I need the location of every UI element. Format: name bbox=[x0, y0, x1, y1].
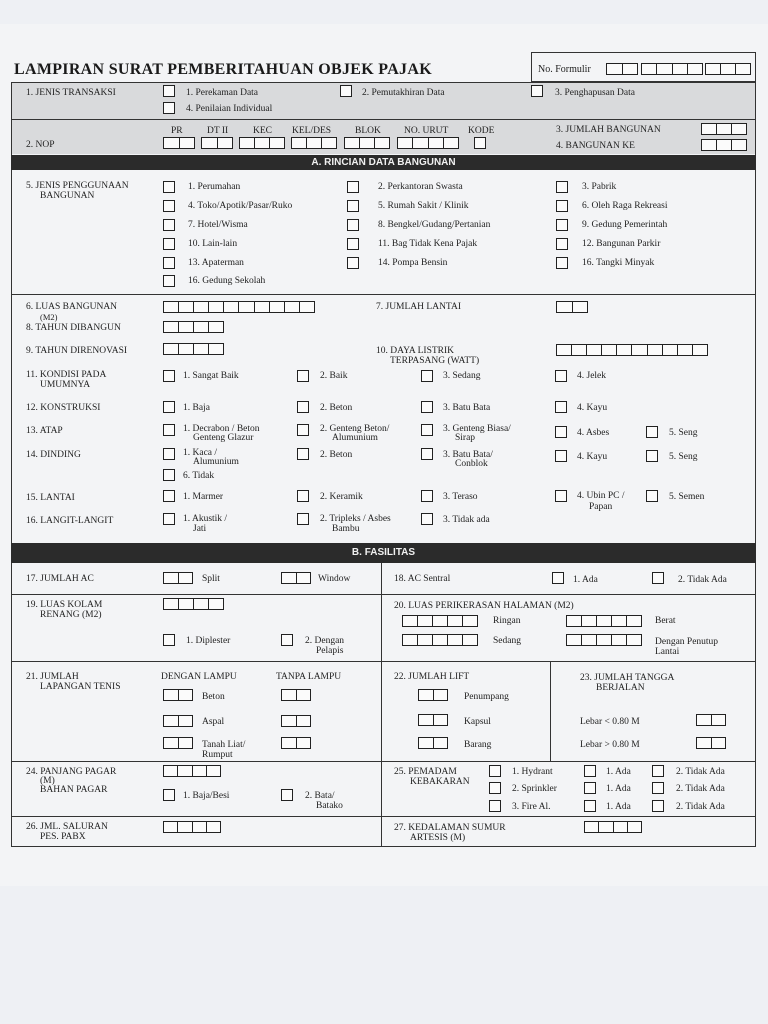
q13-cb-2[interactable] bbox=[297, 424, 309, 436]
q1-opt-4: 4. Penilaian Individual bbox=[186, 104, 273, 114]
q13-opt-5: 5. Seng bbox=[669, 428, 698, 438]
q6-boxes[interactable] bbox=[163, 301, 315, 313]
q11-opt-1: 1. Sangat Baik bbox=[183, 371, 239, 381]
q15-cb-2[interactable] bbox=[297, 490, 309, 502]
nop-col-kec: KEC bbox=[253, 126, 272, 136]
q15-opt-4b: Papan bbox=[589, 502, 613, 512]
q12-opt-1: 1. Baja bbox=[183, 403, 210, 413]
nop-col-nourut: NO. URUT bbox=[404, 126, 449, 136]
q18-ada: 1. Ada bbox=[573, 575, 598, 585]
q5-cb-12[interactable] bbox=[556, 238, 568, 250]
q12-cb-3[interactable] bbox=[421, 401, 433, 413]
q3-boxes[interactable] bbox=[701, 123, 747, 135]
nop-col-blok: BLOK bbox=[355, 126, 381, 136]
q4-label: 4. BANGUNAN KE bbox=[556, 141, 635, 151]
form-frame bbox=[11, 82, 756, 847]
q17-split-boxes[interactable] bbox=[163, 572, 193, 584]
q20-penutup-boxes[interactable] bbox=[566, 634, 642, 646]
q20-sedang-boxes[interactable] bbox=[402, 634, 478, 646]
q16-opt-2: 2. Tripleks / Asbes bbox=[320, 514, 391, 524]
form-number-box-1[interactable] bbox=[606, 63, 638, 75]
q11-cb-1[interactable] bbox=[163, 370, 175, 382]
q24-opt-2b: Batako bbox=[316, 801, 343, 811]
q13-opt-4: 4. Asbes bbox=[577, 428, 610, 438]
q17-window: Window bbox=[318, 574, 351, 584]
q18-tidak: 2. Tidak Ada bbox=[678, 575, 727, 585]
q5-cb-4[interactable] bbox=[163, 200, 175, 212]
q20-sedang: Sedang bbox=[493, 636, 521, 646]
nop-box-pr[interactable] bbox=[163, 137, 195, 149]
q11-opt-4: 4. Jelek bbox=[577, 371, 607, 381]
q25-fire-tidak: 2. Tidak Ada bbox=[676, 802, 725, 812]
q22-kapsul-boxes[interactable] bbox=[418, 714, 448, 726]
q25-hydrant-tidak: 2. Tidak Ada bbox=[676, 767, 725, 777]
q5-cb-3[interactable] bbox=[556, 181, 568, 193]
form-title: LAMPIRAN SURAT PEMBERITAHUAN OBJEK PAJAK bbox=[14, 61, 432, 78]
q13-cb-5[interactable] bbox=[646, 426, 658, 438]
q14-cb-6[interactable] bbox=[163, 469, 175, 481]
q18-label: 18. AC Sentral bbox=[394, 574, 451, 584]
q15-cb-5[interactable] bbox=[646, 490, 658, 502]
q5-opt-13: 13. Apaterman bbox=[188, 258, 244, 268]
q22-barang: Barang bbox=[464, 740, 492, 750]
q5-opt-1: 1. Perumahan bbox=[188, 182, 241, 192]
q24-label: 24. PANJANG PAGAR bbox=[26, 767, 117, 777]
q19-opt-2: 2. Dengan bbox=[305, 636, 345, 646]
q12-opt-2: 2. Beton bbox=[320, 403, 353, 413]
q5-opt-12: 12. Bangunan Parkir bbox=[582, 239, 661, 249]
q14-cb-5[interactable] bbox=[646, 450, 658, 462]
q5-cb-11[interactable] bbox=[347, 238, 359, 250]
q21-aspal-lampu[interactable] bbox=[163, 715, 193, 727]
q4-boxes[interactable] bbox=[701, 139, 747, 151]
q21-beton-tanpa[interactable] bbox=[281, 689, 311, 701]
q14-opt-6: 6. Tidak bbox=[183, 471, 215, 481]
q23-lebar-1: Lebar < 0.80 M bbox=[580, 717, 640, 727]
q25-cb-sprinkler-ada[interactable] bbox=[584, 782, 596, 794]
q21-aspal-tanpa[interactable] bbox=[281, 715, 311, 727]
q7-boxes[interactable] bbox=[556, 301, 588, 313]
nop-box-dt2[interactable] bbox=[201, 137, 233, 149]
q23-lebar-2: Lebar > 0.80 M bbox=[580, 740, 640, 750]
q14-cb-1[interactable] bbox=[163, 448, 175, 460]
q14-label: 14. DINDING bbox=[26, 450, 81, 460]
q26-label-2: PES. PABX bbox=[40, 832, 86, 842]
q25-label: 25. PEMADAM bbox=[394, 767, 457, 777]
q5-opt-3: 3. Pabrik bbox=[582, 182, 617, 192]
q25-cb-sprinkler-tidak[interactable] bbox=[652, 782, 664, 794]
q16-label: 16. LANGIT-LANGIT bbox=[26, 516, 114, 526]
q21-tanah: Tanah Liat/ bbox=[202, 740, 246, 750]
section-b-header: B. FASILITAS bbox=[11, 543, 756, 563]
q5-opt-2: 2. Perkantoran Swasta bbox=[378, 182, 463, 192]
nop-box-keldes[interactable] bbox=[291, 137, 337, 149]
q17-split: Split bbox=[202, 574, 220, 584]
q11-cb-4[interactable] bbox=[555, 370, 567, 382]
q25-sprinkler-tidak: 2. Tidak Ada bbox=[676, 784, 725, 794]
q5-opt-16: 16. Gedung Sekolah bbox=[188, 276, 266, 286]
q25-fire: 3. Fire Al. bbox=[512, 802, 551, 812]
q5-label-2: BANGUNAN bbox=[40, 191, 95, 201]
q21-label-2: LAPANGAN TENIS bbox=[40, 682, 121, 692]
q25-sprinkler-ada: 1. Ada bbox=[606, 784, 631, 794]
q25-cb-fire-tidak[interactable] bbox=[652, 800, 664, 812]
q16-cb-1[interactable] bbox=[163, 513, 175, 525]
q22-label: 22. JUMLAH LIFT bbox=[394, 672, 470, 682]
q11-cb-2[interactable] bbox=[297, 370, 309, 382]
q14-cb-3[interactable] bbox=[421, 448, 433, 460]
q11-opt-2: 2. Baik bbox=[320, 371, 348, 381]
q1-checkbox-2[interactable] bbox=[340, 85, 352, 97]
nop-box-kode[interactable] bbox=[474, 137, 486, 149]
q7-label: 7. JUMLAH LANTAI bbox=[376, 302, 461, 312]
q19-label-2: RENANG (M2) bbox=[40, 610, 102, 620]
q5-cb-14[interactable] bbox=[347, 257, 359, 269]
q12-cb-1[interactable] bbox=[163, 401, 175, 413]
nop-box-nourut[interactable] bbox=[397, 137, 459, 149]
q21-beton-lampu[interactable] bbox=[163, 689, 193, 701]
q13-opt-1: 1. Decrabon / Beton bbox=[183, 424, 260, 434]
q21-label: 21. JUMLAH bbox=[26, 672, 79, 682]
q16-opt-1b: Jati bbox=[193, 524, 207, 534]
q13-cb-4[interactable] bbox=[555, 426, 567, 438]
q15-opt-4: 4. Ubin PC / bbox=[577, 491, 625, 501]
q24-cb-2[interactable] bbox=[281, 789, 293, 801]
nop-col-dt2: DT II bbox=[207, 126, 229, 136]
q25-cb-hydrant-ada[interactable] bbox=[584, 765, 596, 777]
q5-cb-13[interactable] bbox=[163, 257, 175, 269]
nop-col-keldes: KEL/DES bbox=[292, 126, 332, 136]
q20-berat-boxes[interactable] bbox=[566, 615, 642, 627]
q18-cb-ada[interactable] bbox=[552, 572, 564, 584]
q25-label-2: KEBAKARAN bbox=[410, 777, 470, 787]
q8-boxes[interactable] bbox=[163, 321, 224, 333]
q19-opt-2b: Pelapis bbox=[316, 646, 344, 656]
q5-opt-7: 7. Hotel/Wisma bbox=[188, 220, 248, 230]
q24-cb-1[interactable] bbox=[163, 789, 175, 801]
q1-label: 1. JENIS TRANSAKSI bbox=[26, 88, 116, 98]
q25-cb-fire[interactable] bbox=[489, 800, 501, 812]
q5-opt-6: 6. Oleh Raga Rekreasi bbox=[582, 201, 668, 211]
q25-hydrant-ada: 1. Ada bbox=[606, 767, 631, 777]
q5-cb-15[interactable] bbox=[556, 257, 568, 269]
q25-cb-hydrant-tidak[interactable] bbox=[652, 765, 664, 777]
q21-beton: Beton bbox=[202, 692, 225, 702]
q14-cb-4[interactable] bbox=[555, 450, 567, 462]
q11-label-2: UMUMNYA bbox=[40, 380, 91, 390]
q10-label: 10. DAYA LISTRIK bbox=[376, 346, 455, 356]
q13-label: 13. ATAP bbox=[26, 426, 63, 436]
q24-boxes[interactable] bbox=[163, 765, 221, 777]
q24-label-3: BAHAN PAGAR bbox=[40, 785, 108, 795]
q22-penumpang: Penumpang bbox=[464, 692, 509, 702]
nop-box-kec[interactable] bbox=[239, 137, 285, 149]
q20-label: 20. LUAS PERIKERASAN HALAMAN (M2) bbox=[394, 601, 574, 611]
q12-cb-4[interactable] bbox=[555, 401, 567, 413]
q19-cb-1[interactable] bbox=[163, 634, 175, 646]
q15-cb-3[interactable] bbox=[421, 490, 433, 502]
q5-cb-10[interactable] bbox=[163, 238, 175, 250]
q23-lebar-2-boxes[interactable] bbox=[696, 737, 726, 749]
q22-penumpang-boxes[interactable] bbox=[418, 689, 448, 701]
q25-cb-sprinkler[interactable] bbox=[489, 782, 501, 794]
q13-opt-1b: Genteng Glazur bbox=[193, 433, 254, 443]
q19-boxes[interactable] bbox=[163, 598, 224, 610]
form-number-box-2[interactable] bbox=[641, 63, 703, 75]
q6-label: 6. LUAS BANGUNAN bbox=[26, 302, 118, 312]
q5-label: 5. JENIS PENGGUNAAN bbox=[26, 181, 129, 191]
q5-cb-8[interactable] bbox=[347, 219, 359, 231]
q26-boxes[interactable] bbox=[163, 821, 221, 833]
q1-opt-3: 3. Penghapusan Data bbox=[555, 88, 635, 98]
q21-header-tanpa: TANPA LAMPU bbox=[276, 672, 342, 682]
q1-opt-2: 2. Pemutakhiran Data bbox=[362, 88, 445, 98]
q1-checkbox-4[interactable] bbox=[163, 102, 175, 114]
q25-cb-hydrant[interactable] bbox=[489, 765, 501, 777]
form-number-label: No. Formulir bbox=[538, 64, 591, 75]
q15-label: 15. LANTAI bbox=[26, 493, 75, 503]
q10-label-2: TERPASANG (WATT) bbox=[390, 356, 480, 366]
q23-label: 23. JUMLAH TANGGA bbox=[580, 673, 675, 683]
q14-opt-2: 2. Beton bbox=[320, 450, 353, 460]
q24-label-2: (M) bbox=[40, 776, 55, 786]
q13-cb-1[interactable] bbox=[163, 424, 175, 436]
q27-label: 27. KEDALAMAN SUMUR bbox=[394, 823, 506, 833]
q25-hydrant: 1. Hydrant bbox=[512, 767, 553, 777]
q5-opt-11: 11. Bag Tidak Kena Pajak bbox=[378, 239, 478, 249]
q24-opt-1: 1. Baja/Besi bbox=[183, 791, 230, 801]
q25-fire-ada: 1. Ada bbox=[606, 802, 631, 812]
nop-col-pr: PR bbox=[171, 126, 183, 136]
form-number-box-3[interactable] bbox=[705, 63, 751, 75]
q12-opt-3: 3. Batu Bata bbox=[443, 403, 491, 413]
q22-kapsul: Kapsul bbox=[464, 717, 491, 727]
q12-cb-2[interactable] bbox=[297, 401, 309, 413]
q20-berat: Berat bbox=[655, 616, 676, 626]
q13-opt-2: 2. Genteng Beton/ bbox=[320, 424, 390, 434]
q15-cb-4[interactable] bbox=[555, 490, 567, 502]
q5-opt-4: 4. Toko/Apotik/Pasar/Ruko bbox=[188, 201, 293, 211]
q14-opt-4: 4. Kayu bbox=[577, 452, 608, 462]
q13-opt-2b: Alumunium bbox=[332, 433, 378, 443]
q14-opt-1: 1. Kaca / bbox=[183, 448, 218, 458]
q25-cb-fire-ada[interactable] bbox=[584, 800, 596, 812]
q5-cb-16[interactable] bbox=[163, 275, 175, 287]
q19-label: 19. LUAS KOLAM bbox=[26, 600, 103, 610]
q20-ringan-boxes[interactable] bbox=[402, 615, 478, 627]
section-a-header: A. RINCIAN DATA BANGUNAN bbox=[11, 155, 756, 170]
q15-opt-3: 3. Teraso bbox=[443, 492, 478, 502]
nop-col-kode: KODE bbox=[468, 126, 495, 136]
q19-cb-2[interactable] bbox=[281, 634, 293, 646]
q1-checkbox-1[interactable] bbox=[163, 85, 175, 97]
q9-label: 9. TAHUN DIRENOVASI bbox=[26, 346, 128, 356]
q21-tanah-tanpa[interactable] bbox=[281, 737, 311, 749]
q22-barang-boxes[interactable] bbox=[418, 737, 448, 749]
q13-opt-3: 3. Genteng Biasa/ bbox=[443, 424, 511, 434]
q27-label-2: ARTESIS (M) bbox=[410, 833, 466, 843]
q24-opt-2: 2. Bata/ bbox=[305, 791, 335, 801]
q25-sprinkler: 2. Sprinkler bbox=[512, 784, 557, 794]
q10-boxes[interactable] bbox=[556, 344, 708, 356]
q9-boxes[interactable] bbox=[163, 343, 224, 355]
q21-aspal: Aspal bbox=[202, 717, 225, 727]
q13-cb-3[interactable] bbox=[421, 424, 433, 436]
q5-opt-15: 16. Tangki Minyak bbox=[582, 258, 655, 268]
q17-window-boxes[interactable] bbox=[281, 572, 311, 584]
q5-cb-1[interactable] bbox=[163, 181, 175, 193]
q12-label: 12. KONSTRUKSI bbox=[26, 403, 101, 413]
q5-opt-9: 9. Gedung Pemerintah bbox=[582, 220, 668, 230]
q16-cb-3[interactable] bbox=[421, 513, 433, 525]
q15-opt-1: 1. Marmer bbox=[183, 492, 224, 502]
q21-tanah-lampu[interactable] bbox=[163, 737, 193, 749]
q5-opt-5: 5. Rumah Sakit / Klinik bbox=[378, 201, 469, 211]
q16-opt-3: 3. Tidak ada bbox=[443, 515, 490, 525]
q17-label: 17. JUMLAH AC bbox=[26, 574, 94, 584]
q2-label: 2. NOP bbox=[26, 140, 55, 150]
q14-opt-3: 3. Batu Bata/ bbox=[443, 450, 493, 460]
q11-cb-3[interactable] bbox=[421, 370, 433, 382]
q15-opt-2: 2. Keramik bbox=[320, 492, 363, 502]
q20-penutup: Dengan Penutup bbox=[655, 637, 719, 647]
q14-opt-3b: Conblok bbox=[455, 459, 488, 469]
q12-opt-4: 4. Kayu bbox=[577, 403, 608, 413]
q26-label: 26. JML. SALURAN bbox=[26, 822, 108, 832]
q20-penutup-b: Lantai bbox=[655, 647, 680, 657]
q5-opt-8: 8. Bengkel/Gudang/Pertanian bbox=[378, 220, 491, 230]
q5-cb-5[interactable] bbox=[347, 200, 359, 212]
q5-cb-9[interactable] bbox=[556, 219, 568, 231]
q5-cb-2[interactable] bbox=[347, 181, 359, 193]
q27-boxes[interactable] bbox=[584, 821, 642, 833]
q5-opt-14: 14. Pompa Bensin bbox=[378, 258, 448, 268]
q21-header-lampu: DENGAN LAMPU bbox=[161, 672, 237, 682]
q14-opt-5: 5. Seng bbox=[669, 452, 698, 462]
q15-cb-1[interactable] bbox=[163, 490, 175, 502]
q15-opt-5: 5. Semen bbox=[669, 492, 705, 502]
q23-lebar-1-boxes[interactable] bbox=[696, 714, 726, 726]
q14-cb-2[interactable] bbox=[297, 448, 309, 460]
q3-label: 3. JUMLAH BANGUNAN bbox=[556, 125, 661, 135]
q16-opt-1: 1. Akustik / bbox=[183, 514, 228, 524]
q5-opt-10: 10. Lain-lain bbox=[188, 239, 238, 249]
q14-opt-1b: Alumunium bbox=[193, 457, 239, 467]
q21-tanah-b: Rumput bbox=[202, 750, 233, 760]
q8-label: 8. TAHUN DIBANGUN bbox=[26, 323, 121, 333]
q6-label-2: (M2) bbox=[40, 312, 58, 322]
q11-label: 11. KONDISI PADA bbox=[26, 370, 107, 380]
q23-label-2: BERJALAN bbox=[596, 683, 645, 693]
q5-cb-6[interactable] bbox=[556, 200, 568, 212]
q11-opt-3: 3. Sedang bbox=[443, 371, 481, 381]
q18-cb-tidak[interactable] bbox=[652, 572, 664, 584]
q16-cb-2[interactable] bbox=[297, 513, 309, 525]
nop-box-blok[interactable] bbox=[344, 137, 390, 149]
q1-checkbox-3[interactable] bbox=[531, 85, 543, 97]
q20-ringan: Ringan bbox=[493, 616, 521, 626]
q16-opt-2b: Bambu bbox=[332, 524, 360, 534]
q19-opt-1: 1. Diplester bbox=[186, 636, 231, 646]
q13-opt-3b: Sirap bbox=[455, 433, 476, 443]
q5-cb-7[interactable] bbox=[163, 219, 175, 231]
q1-opt-1: 1. Perekaman Data bbox=[186, 88, 259, 98]
